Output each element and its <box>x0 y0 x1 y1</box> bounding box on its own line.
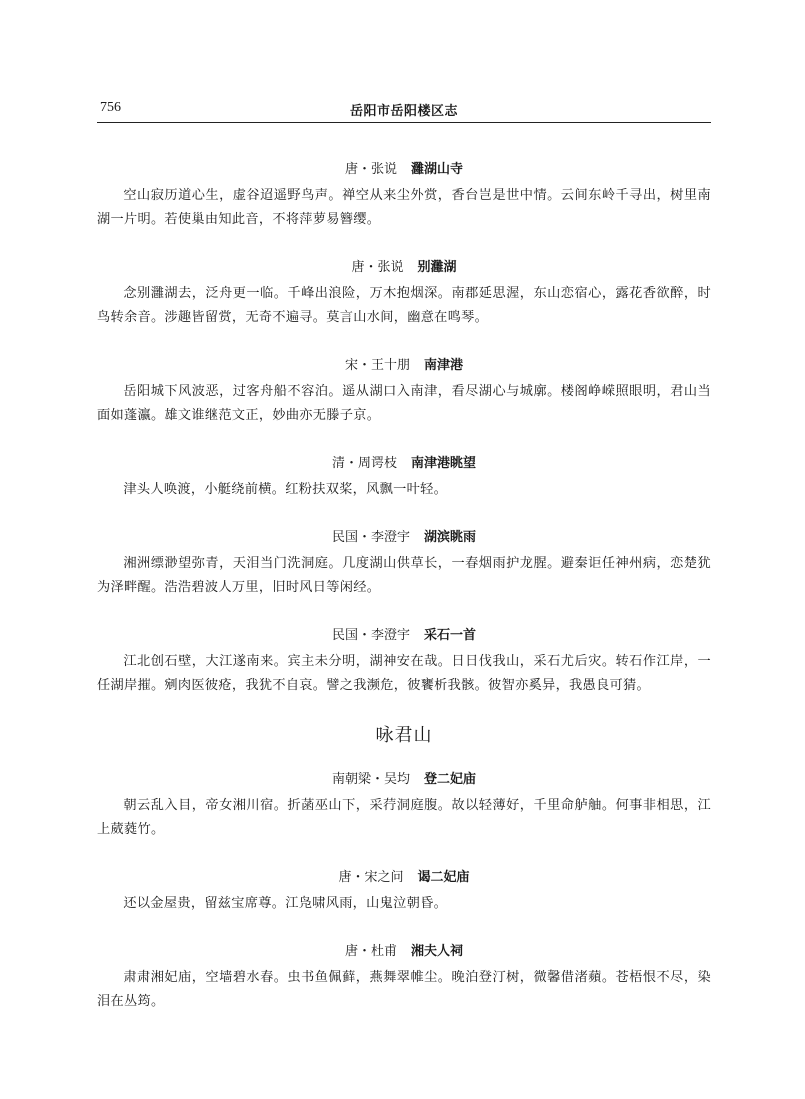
poem-entry <box>97 160 711 232</box>
poem-author: 民国・李澄宇 <box>331 530 410 545</box>
page-number: 756 <box>100 100 121 115</box>
poem-body: 湘洲缥渺望弥青，天泪当门洗洞庭。几度湖山供草长，一春烟雨护龙腥。避秦讵任神州病，恋楚犹为泽畔醒。浩浩碧波人万里，旧时风日等闲经。 <box>97 556 711 595</box>
poem-author: 宋・王十朋 <box>344 358 410 373</box>
poem-heading <box>97 160 711 182</box>
poem-title: 湘夫人祠 <box>411 944 464 959</box>
poem-author: 南朝梁・吴均 <box>331 772 410 787</box>
page-header <box>97 96 711 123</box>
poem-heading <box>97 528 711 550</box>
poem-entry <box>97 770 711 842</box>
poem-entry <box>97 528 711 600</box>
poem-body: 江北创石壁，大江遂南来。宾主未分明，湖神安在哉。日日伐我山，采石尤后灾。转石作江岸，一任湖岸摧。剜肉医彼疮，我犹不自哀。譬之我濒危，彼饔析我骸。彼智亦奚异，我愚良可猜。 <box>97 654 711 693</box>
poem-author: 唐・张说 <box>344 162 397 177</box>
poem-body: 津头人唤渡，小艇绕前横。红粉扶双桨，风飘一叶轻。 <box>123 482 448 497</box>
poem-author: 唐・宋之问 <box>338 870 404 885</box>
poem-entry <box>97 942 711 1014</box>
poem-author: 清・周谔枝 <box>331 456 397 471</box>
poem-heading <box>97 868 711 890</box>
poem-title: 南津港 <box>424 358 464 373</box>
poem-heading <box>97 626 711 648</box>
poem-author: 唐・张说 <box>351 260 404 275</box>
poem-heading <box>97 454 711 476</box>
poem-heading <box>97 942 711 964</box>
poem-author: 民国・李澄宇 <box>331 628 410 643</box>
page-content <box>97 160 711 1040</box>
section-title: 咏君山 <box>375 725 433 746</box>
poem-entry <box>97 868 711 916</box>
poem-body: 朝云乱入目，帝女湘川宿。折菡巫山下，采荇洞庭腹。故以轻薄好，千里命舻舳。何事非相思，江上葳蕤竹。 <box>97 798 711 837</box>
poem-heading <box>97 770 711 792</box>
poem-entry <box>97 626 711 698</box>
running-title: 岳阳市岳阳楼区志 <box>349 104 458 119</box>
poem-body: 还以金屋贵，留兹宝席尊。江凫啸风雨，山鬼泣朝昏。 <box>123 896 448 911</box>
poem-title: 别灉湖 <box>417 260 457 275</box>
poem-list-group-2 <box>97 770 711 1014</box>
poem-body: 肃肃湘妃庙，空墙碧水春。虫书鱼佩藓，燕舞翠帷尘。晚泊登汀树，微馨借渚蘋。苍梧恨不尽，染泪在丛筠。 <box>97 970 711 1009</box>
poem-list-group-1 <box>97 160 711 698</box>
poem-title: 南津港眺望 <box>411 456 477 471</box>
poem-title: 采石一首 <box>424 628 477 643</box>
poem-title: 谒二妃庙 <box>417 870 470 885</box>
poem-title: 湖滨眺雨 <box>424 530 477 545</box>
poem-entry <box>97 454 711 502</box>
poem-title: 灉湖山寺 <box>411 162 464 177</box>
poem-body: 念别灉湖去，泛舟更一临。千峰出浪险，万木抱烟深。南郡延思渥，东山恋宿心，露花香欲醉，时鸟转余音。涉趣皆留赏，无奇不遍寻。莫言山水间，幽意在鸣琴。 <box>97 286 711 325</box>
poem-body: 岳阳城下风波恶，过客舟船不容泊。遥从湖口入南津，看尽湖心与城廓。楼阁峥嵘照眼明，君山当面如蓬瀛。雄文谁继范文正，妙曲亦无滕子京。 <box>97 384 711 423</box>
poem-author: 唐・杜甫 <box>344 944 397 959</box>
poem-heading <box>97 258 711 280</box>
poem-title: 登二妃庙 <box>424 772 477 787</box>
poem-body: 空山寂历道心生，虚谷迢遥野鸟声。禅空从来尘外赏，香台岂是世中情。云间东岭千寻出，树里南湖一片明。若使巢由知此音，不将萍萝易簪缨。 <box>97 188 711 227</box>
poem-entry <box>97 258 711 330</box>
poem-entry <box>97 356 711 428</box>
poem-heading <box>97 356 711 378</box>
